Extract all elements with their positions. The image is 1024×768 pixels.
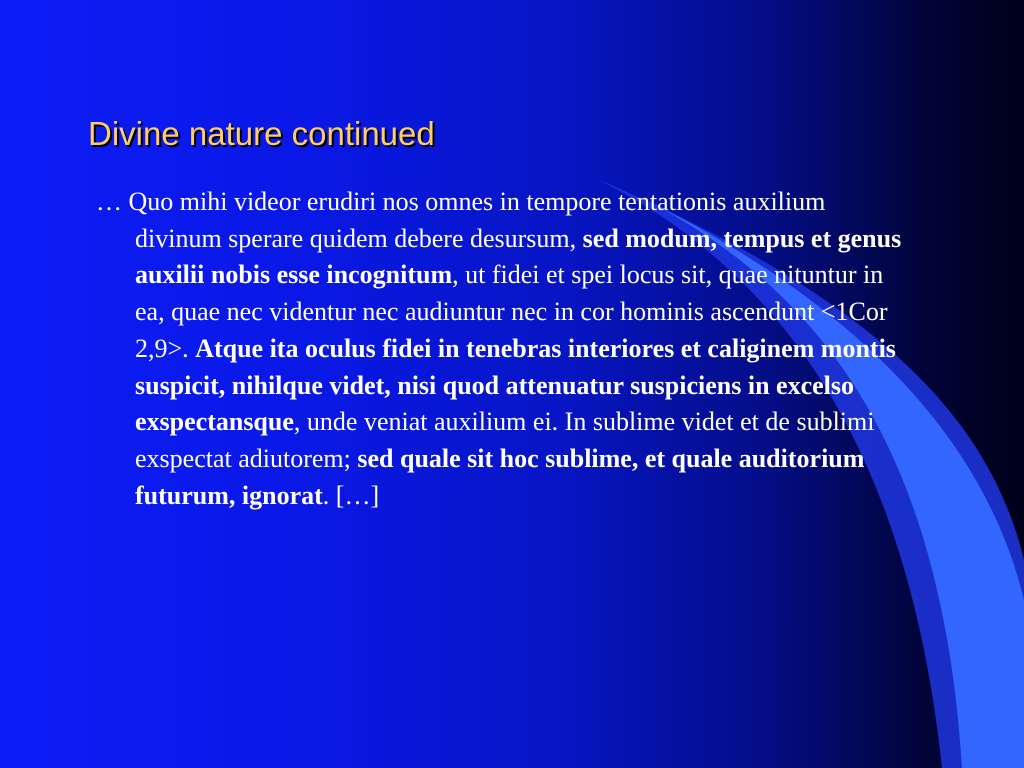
quote-paragraph [96,184,916,514]
quote-segment: , unde veniat auxilium ei. In sublime videt et de sublimi exspectat adiutorem; [135,407,875,473]
quote-segment: . […] [322,480,380,510]
slide-body [96,184,916,514]
slide-title: Divine nature continued [88,115,435,152]
quote-bold-segment: sed modum, tempus et genus auxilii nobis esse incognitum [135,223,902,290]
quote-bold-segment: sed quale sit hoc sublime, et quale auditorium futurum, ignorat [135,443,865,510]
quote-segment: , ut fidei et spei locus sit, quae nituntur in ea, quae nec videntur nec audiuntur nec in cor hominis ascendunt <1Cor 2,9>. [135,260,888,363]
quote-bold-segment: Atque ita oculus fidei in tenebras interiores et caliginem montis suspicit, nihilque videt, nisi quod attenuatur suspiciens in excelso exspectansque [135,333,896,437]
quote-segment: … Quo mihi videor erudiri nos omnes in tempore tentationis auxilium divinum sperare quidem debere desursum, [96,187,826,253]
